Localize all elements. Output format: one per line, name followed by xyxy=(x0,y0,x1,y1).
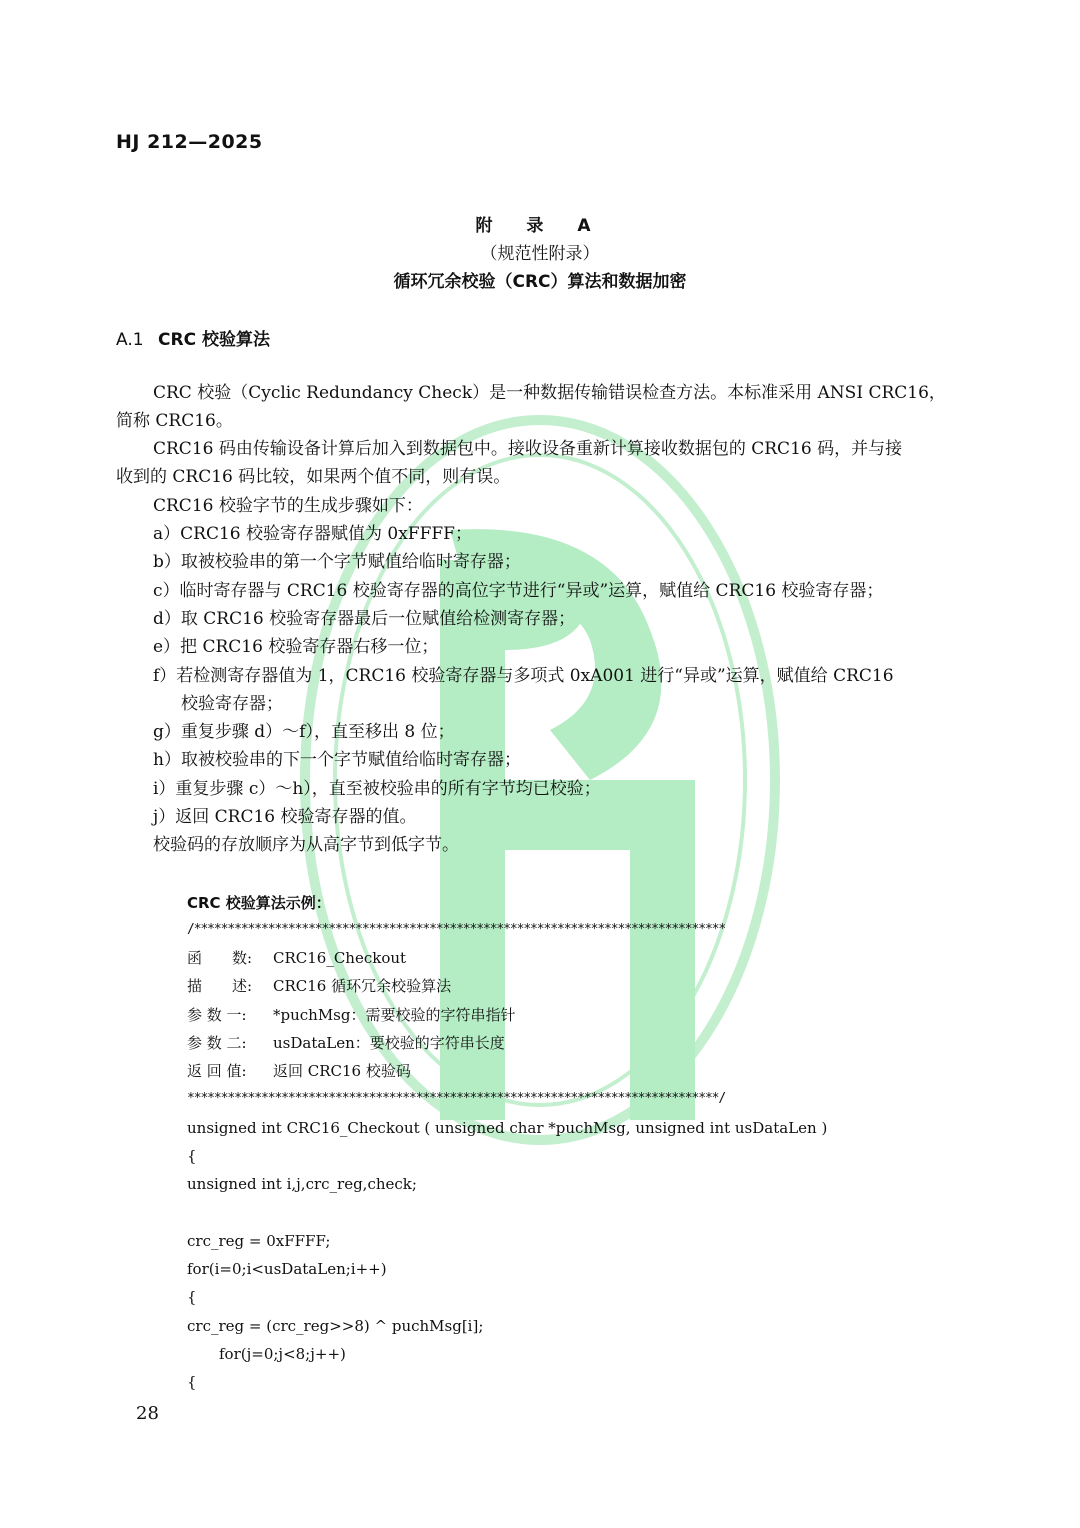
step-item: d）取 CRC16 校验寄存器最后一位赋值给检测寄存器； xyxy=(153,609,576,629)
paragraph-line: CRC16 码由传输设备计算后加入到数据包中。接收设备重新计算接收数据包的 CRC16 码，并与接 xyxy=(153,439,903,459)
info-label: 描 述: xyxy=(187,977,253,995)
page-number: 28 xyxy=(136,1403,159,1424)
code-line: for(j=0;j<8;j++) xyxy=(219,1345,346,1363)
step-item: f）若检测寄存器值为 1，CRC16 校验寄存器与多项式 0xA001 进行“异或”运算，赋值给 CRC16 xyxy=(153,666,894,686)
comment-stars-top: /******************************************************************************* xyxy=(187,922,726,937)
info-label: 参 数 一: xyxy=(187,1006,247,1024)
step-item: j）返回 CRC16 校验寄存器的值。 xyxy=(153,807,417,827)
code-line: unsigned int i,j,crc_reg,check; xyxy=(187,1175,417,1193)
code-line: { xyxy=(187,1373,197,1391)
code-line: unsigned int CRC16_Checkout ( unsigned char *puchMsg, unsigned int usDataLen ) xyxy=(187,1119,828,1137)
appendix-title: 附 录 A xyxy=(475,216,605,236)
step-item-continuation: 校验寄存器； xyxy=(181,694,283,714)
info-value: 返回 CRC16 校验码 xyxy=(273,1062,411,1080)
appendix-subject: 循环冗余校验（CRC）算法和数据加密 xyxy=(393,272,687,292)
paragraph-line: 简称 CRC16。 xyxy=(116,411,233,431)
code-example-title: CRC 校验算法示例： xyxy=(187,894,331,912)
info-value: CRC16 循环冗余校验算法 xyxy=(273,977,452,995)
paragraph-line: 收到的 CRC16 码比较，如果两个值不同，则有误。 xyxy=(116,467,511,487)
paragraph-line: CRC 校验（Cyclic Redundancy Check）是一种数据传输错误检查方法。本标准采用 ANSI CRC16， xyxy=(153,383,946,403)
code-line: { xyxy=(187,1147,197,1165)
info-label: 返 回 值: xyxy=(187,1062,247,1080)
step-item: b）取被校验串的第一个字节赋值给临时寄存器； xyxy=(153,552,521,572)
info-label: 函 数: xyxy=(187,949,253,967)
comment-stars-bottom: *******************************************************************************/ xyxy=(187,1091,726,1106)
step-item: e）把 CRC16 校验寄存器右移一位； xyxy=(153,637,439,657)
step-item: g）重复步骤 d）～f），直至移出 8 位； xyxy=(153,722,455,742)
closing-text: 校验码的存放顺序为从高字节到低字节。 xyxy=(153,835,459,855)
code-line: { xyxy=(187,1288,197,1306)
comment-info-line xyxy=(187,1057,411,1085)
section-heading xyxy=(116,325,270,350)
step-item: i）重复步骤 c）～h），直至被校验串的所有字节均已校验； xyxy=(153,779,601,799)
paragraph-line: CRC16 校验字节的生成步骤如下： xyxy=(153,496,423,516)
code-line: crc_reg = 0xFFFF; xyxy=(187,1232,331,1250)
info-value: *puchMsg：需要校验的字符串指针 xyxy=(273,1006,516,1024)
step-item: a）CRC16 校验寄存器赋值为 0xFFFF； xyxy=(153,524,472,544)
appendix-type: （规范性附录） xyxy=(480,244,600,264)
comment-info-line xyxy=(187,944,406,972)
section-title: CRC 校验算法 xyxy=(158,330,270,350)
code-line: crc_reg = (crc_reg>>8) ^ puchMsg[i]; xyxy=(187,1317,484,1335)
info-value: usDataLen：要校验的字符串长度 xyxy=(273,1034,505,1052)
comment-info-line xyxy=(187,1001,515,1029)
step-item: c）临时寄存器与 CRC16 校验寄存器的高位字节进行“异或”运算，赋值给 CRC16 校验寄存器； xyxy=(153,581,884,601)
code-line: for(i=0;i<usDataLen;i++) xyxy=(187,1260,387,1278)
info-value: CRC16_Checkout xyxy=(273,949,407,967)
standard-code: HJ 212—2025 xyxy=(116,131,263,153)
comment-info-line xyxy=(187,1029,505,1057)
section-number: A.1 xyxy=(116,330,144,350)
info-label: 参 数 二: xyxy=(187,1034,247,1052)
step-item: h）取被校验串的下一个字节赋值给临时寄存器； xyxy=(153,750,521,770)
comment-info-line xyxy=(187,972,451,1000)
